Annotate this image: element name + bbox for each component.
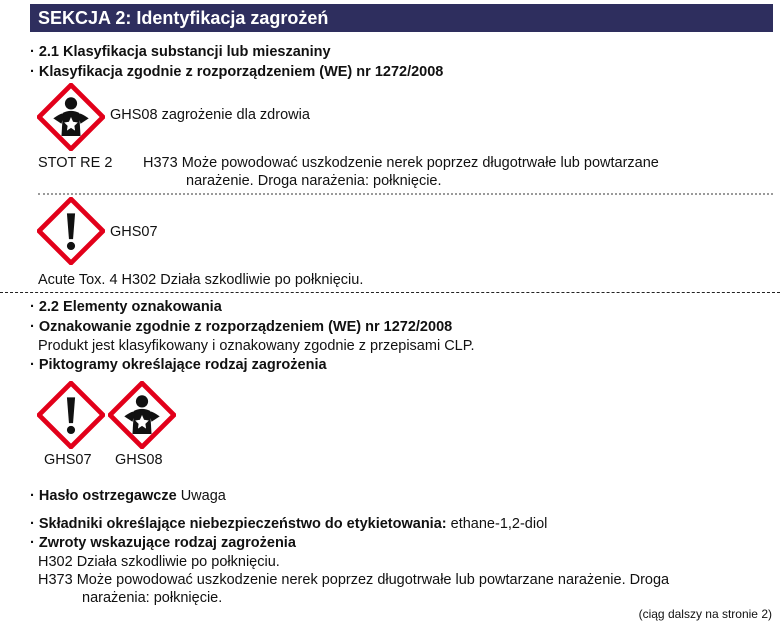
signal-word: Uwaga	[180, 488, 226, 504]
ghs07-exclamation-icon	[37, 197, 105, 265]
hazard-heading: Zwroty wskazujące rodzaj zagrożenia	[38, 535, 296, 551]
stot-text-line1: H373 Może powodować uszkodzenie nerek poprzez długotrwałe lub powtarzane	[143, 155, 659, 171]
s21-heading: 2.1 Klasyfikacja substancji lub mieszaniny	[38, 44, 331, 60]
h302-statement: H302 Działa szkodliwie po połknięciu.	[38, 554, 280, 570]
h373-statement-line2: narażenia: połknięcie.	[82, 590, 223, 606]
s22-subheading: Oznakowanie zgodnie z rozporządzeniem (WE) nr 1272/2008	[38, 319, 453, 335]
clp-text: Produkt jest klasyfikowany i oznakowany zgodnie z przepisami CLP.	[38, 338, 475, 354]
pictograms-heading: Piktogramy określające rodzaj zagrożenia	[38, 357, 327, 373]
signal-word-label: Hasło ostrzegawcze	[38, 488, 177, 504]
stot-class: STOT RE 2	[38, 155, 113, 171]
pictograms-heading-row: · Piktogramy określające rodzaj zagrożenia	[30, 357, 327, 373]
ghs07-label: GHS07	[110, 224, 158, 240]
h373-statement-line1: H373 Może powodować uszkodzenie nerek poprzez długotrwałe lub powtarzane narażenie. Droga	[38, 572, 670, 588]
acute-tox-line: Acute Tox. 4 H302 Działa szkodliwie po połknięciu.	[38, 272, 364, 288]
ghs08-health-hazard-icon	[108, 381, 176, 449]
picto-label-ghs07: GHS07	[44, 452, 92, 468]
components-label: Składniki określające niebezpieczeństwo do etykietowania:	[38, 516, 447, 532]
ghs08-label: GHS08 zagrożenie dla zdrowia	[110, 107, 310, 123]
s22-subheading-row: · Oznakowanie zgodnie z rozporządzeniem (WE) nr 1272/2008	[30, 319, 453, 335]
components-value: ethane-1,2-diol	[450, 516, 548, 532]
ghs07-exclamation-icon	[37, 381, 105, 449]
dotted-divider	[38, 193, 773, 195]
s21-heading-row: · 2.1 Klasyfikacja substancji lub mieszaniny	[30, 44, 331, 60]
section-title: SEKCJA 2: Identyfikacja zagrożeń	[38, 8, 329, 28]
signal-word-row: · Hasło ostrzegawcze Uwaga	[30, 488, 226, 504]
continued-note: (ciąg dalszy na stronie 2)	[638, 607, 772, 621]
stot-text-line2: narażenie. Droga narażenia: połknięcie.	[186, 173, 442, 189]
components-row: · Składniki określające niebezpieczeństwo do etykietowania: ethane-1,2-diol	[30, 516, 548, 532]
s21-subheading-row: · Klasyfikacja zgodnie z rozporządzeniem (WE) nr 1272/2008	[30, 64, 444, 80]
s22-heading-row: · 2.2 Elementy oznakowania	[30, 299, 222, 315]
ghs08-health-hazard-icon	[37, 83, 105, 151]
section-header	[30, 4, 773, 32]
dashed-divider	[0, 292, 780, 293]
picto-label-ghs08: GHS08	[115, 452, 163, 468]
s22-heading: 2.2 Elementy oznakowania	[38, 299, 222, 315]
hazard-heading-row: · Zwroty wskazujące rodzaj zagrożenia	[30, 535, 296, 551]
s21-subheading: Klasyfikacja zgodnie z rozporządzeniem (WE) nr 1272/2008	[38, 64, 444, 80]
